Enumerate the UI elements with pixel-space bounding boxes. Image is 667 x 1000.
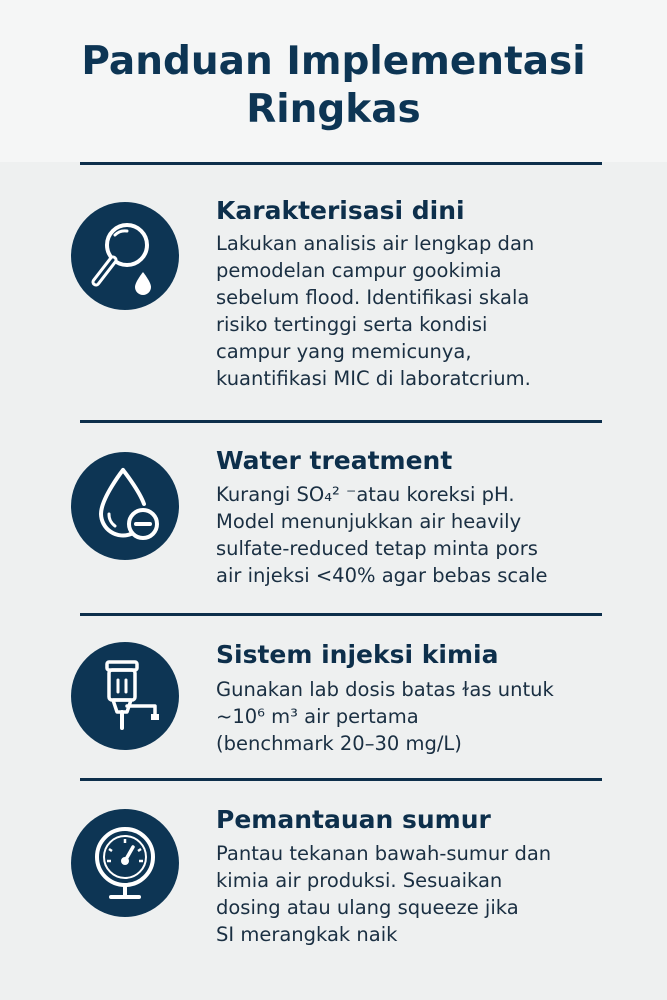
injection-pump-icon [71, 642, 179, 750]
section-heading: Sistem injeksi kimia [216, 640, 499, 669]
body-line: (benchmark 20–30 mg/L) [216, 732, 462, 755]
section-body [216, 840, 616, 948]
section-heading: Karakterisasi dini [216, 196, 465, 225]
page-title-line-2: Ringkas [246, 87, 421, 132]
body-line: Pantau tekanan bawah-sumur dan [216, 842, 552, 865]
body-line: Gunakan lab dosis batas ɫas untuk [216, 678, 554, 701]
divider-top [80, 162, 602, 165]
body-line: sebelum flood. Identifikasi skala [216, 286, 530, 309]
magnifier-droplet-icon [71, 202, 179, 310]
droplet-minus-icon [71, 452, 179, 560]
body-line: campur yang memicunya, [216, 340, 472, 363]
section-heading: Water treatment [216, 446, 453, 475]
body-line: Kurangi SO₄² ⁻atau koreksi pH. [216, 483, 515, 506]
page-title-line-1: Panduan Implementasi [81, 39, 586, 84]
section-body [216, 676, 616, 757]
section-body [216, 230, 616, 392]
pressure-gauge-icon [71, 809, 179, 917]
body-line: dosing atau ulang squeeze jika [216, 896, 519, 919]
body-line: kimia air produksi. Sesuaikan [216, 869, 503, 892]
body-line: air injeksi <40% agar bebas scale [216, 564, 548, 587]
section-body [216, 481, 616, 589]
page-title [0, 38, 667, 134]
body-line: pemodelan campur gookimia [216, 259, 502, 282]
body-line: Lakukan analisis air lengkap dan [216, 232, 535, 255]
divider-3 [80, 778, 602, 781]
body-line: Model menunjukkan air heavily [216, 510, 522, 533]
body-line: ~10⁶ m³ air pertama [216, 705, 419, 728]
body-line: risiko tertinggi serta kondisi [216, 313, 488, 336]
section-heading: Pemantauan sumur [216, 805, 491, 834]
body-line: SI merangkak naik [216, 923, 398, 946]
divider-2 [80, 613, 602, 616]
divider-1 [80, 420, 602, 423]
body-line: kuantifikasi MIC di laboratcrium. [216, 367, 531, 390]
body-line: sulfate-reduced tetap minta pors [216, 537, 538, 560]
